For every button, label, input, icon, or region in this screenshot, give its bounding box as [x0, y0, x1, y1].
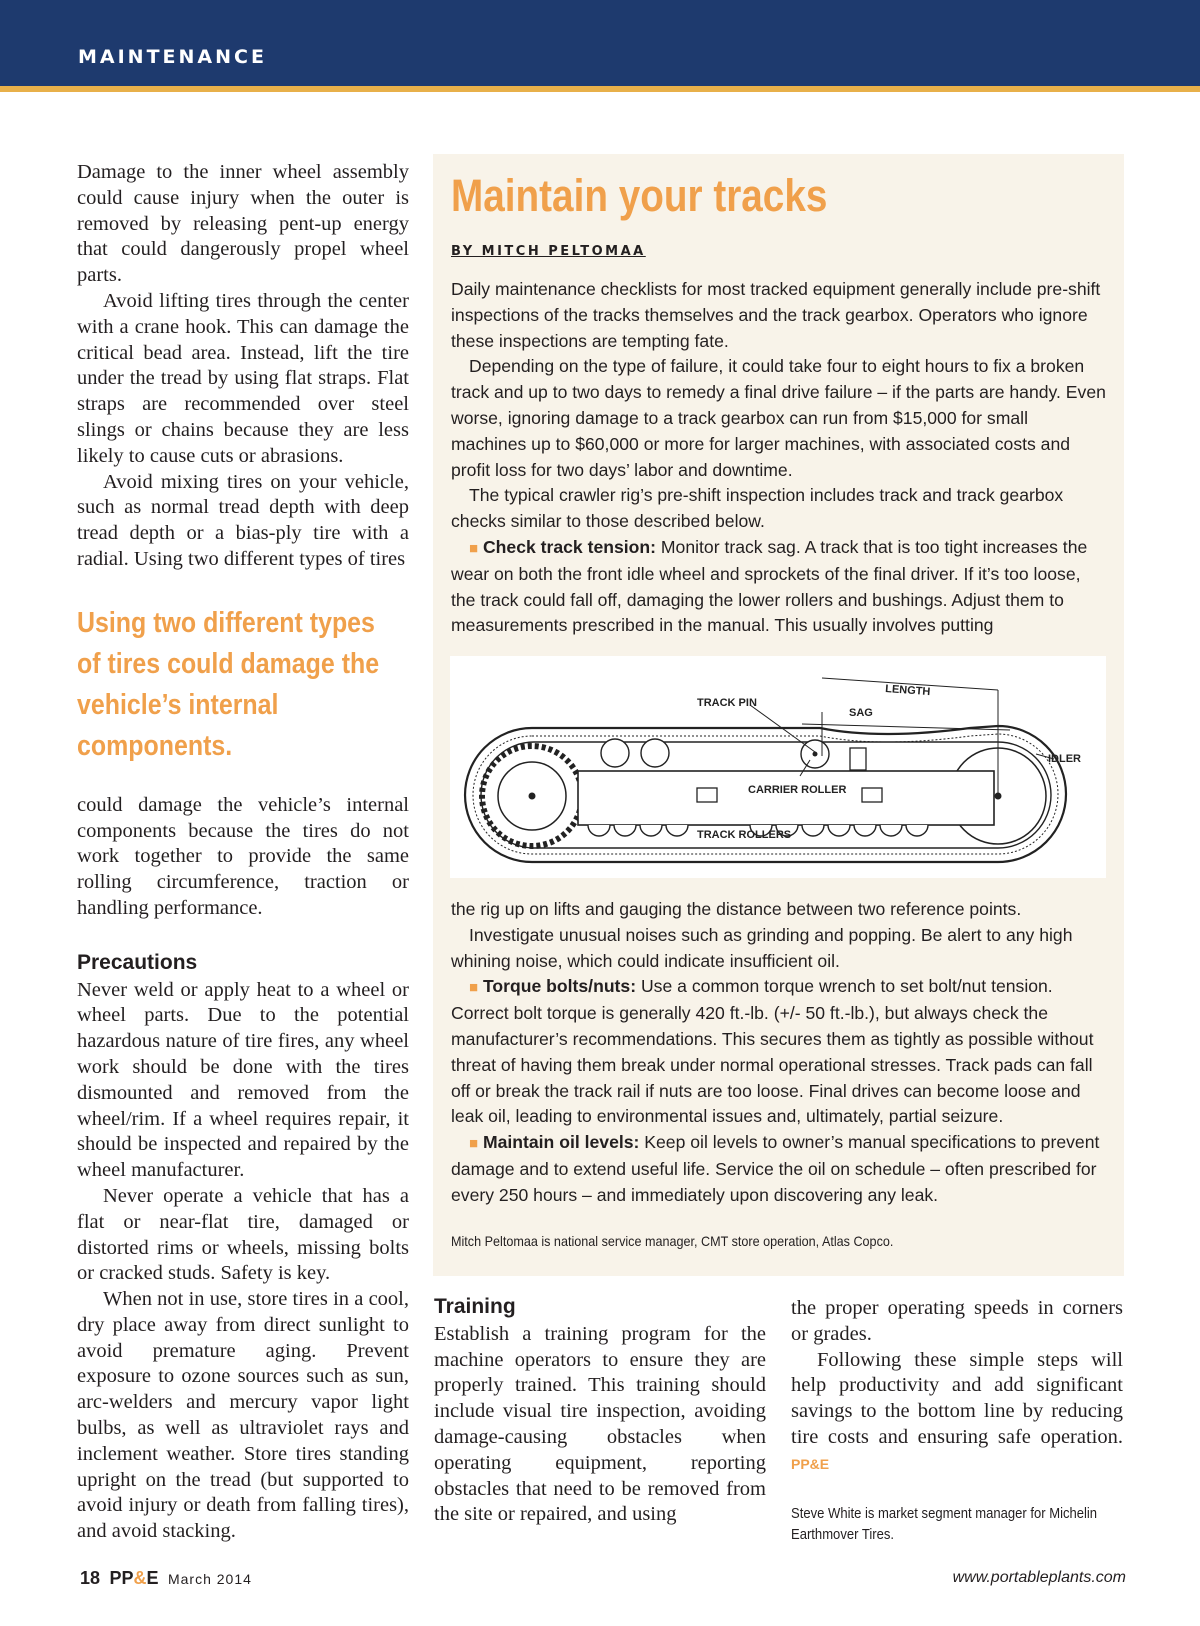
torque-paragraph [451, 974, 1106, 1130]
sidebar-paragraph: Daily maintenance checklists for most tracked equipment generally include pre-shift inspections of the tracks themselves and the track gearbox. Operators who ignore these inspections are tempting fate. [451, 279, 1101, 351]
body-paragraph: Avoid lifting tires through the center with a crane hook. This can damage the critical bead area. Instead, lift the tire under the tread by using flat straps. Flat straps are recommended over steel slings or chains because they are less likely to cause cuts or abrasions. [77, 289, 409, 467]
closing-paragraph [791, 1348, 1123, 1478]
bullet-square-icon: ■ [469, 1135, 479, 1153]
magazine-name: PP&E [109, 1568, 159, 1588]
label-carrier-roller: CARRIER ROLLER [748, 784, 847, 796]
training-column [434, 1294, 766, 1528]
label-length: LENGTH [884, 683, 931, 699]
body-paragraph: Never operate a vehicle that has a flat or near-flat tire, damaged or distorted rims or wheels, missing bolts or cracked studs. Safety is key. [77, 1184, 409, 1285]
sidebar-paragraph: The typical crawler rig’s pre-shift inspection includes track and track gearbox checks similar to those described below. [451, 485, 1064, 532]
oil-label: Maintain oil levels: [482, 1132, 640, 1153]
body-paragraph: When not in use, store tires in a cool, dry place away from direct sunlight to avoid premature aging. Prevent exposure to ozone sources such as sun, arc-welders and mercury vapor light bulbs, as well as ultraviolet rays and inclement weather. Store tires standing upright on the tread (but supported to avoid injury or death from falling tires), and avoid stacking. [77, 1288, 409, 1543]
oil-paragraph [451, 1130, 1106, 1208]
torque-label: Torque bolts/nuts: [482, 976, 637, 997]
training-paragraph: Establish a training program for the machine operators to ensure they are properly trained. This training should include visual tire inspection, avoiding damage-causing obstacles when operating equipment, reporting obstacles that need to be removed from the site or repaired, and using [434, 1322, 766, 1526]
body-paragraph: Damage to the inner wheel assembly could cause injury when the outer is removed by releasing pent-up energy that could dangerously propel wheel parts. [77, 161, 409, 287]
footer-url[interactable]: www.portableplants.com [952, 1569, 1126, 1586]
right-column [791, 1296, 1123, 1546]
label-track-rollers: TRACK ROLLERS [697, 829, 792, 841]
sidebar-title: Maintain your tracks [451, 170, 828, 221]
sidebar-credit: Mitch Peltomaa is national service manager, CMT store operation, Atlas Copco. [451, 1232, 894, 1249]
torque-text: Use a common torque wrench to set bolt/nut tension. Correct bolt torque is generally 420 ft.-lb. (+/- 50 ft.-lb.), but always check the manufacturer’s recommendations. This secures them as tightly as possible without threat of having them break under normal operational stresses. Track pads can fall off or break the track rail if nuts are too loose. Final drives can become loose and leak oil, leading to environmental issues and, ultimately, partial seizure. [451, 976, 1094, 1127]
bullet-square-icon: ■ [469, 979, 479, 997]
sidebar-lower [451, 897, 1106, 1254]
body-paragraph: the proper operating speeds in corners or grades. [791, 1297, 1123, 1345]
noise-paragraph: Investigate unusual noises such as grinding and popping. Be alert to any high whining noise, which could indicate insufficient oil. [451, 924, 1073, 971]
left-column [77, 160, 409, 1545]
tension-text: Monitor track sag. A track that is too tight increases the wear on both the front idle wheel and sprockets of the final driver. If it’s too loose, the track could fall off, damaging the lower rollers and bushings. Adjust them to measurements prescribed in the manual. This usually involves putting [451, 536, 1088, 636]
tension-continued: the rig up on lifts and gauging the distance between two reference points. [451, 899, 1022, 919]
author-credit: Steve White is market segment manager for Michelin Earthmover Tires. [791, 1505, 1098, 1543]
issue-date: March 2014 [167, 1571, 252, 1587]
pull-quote: Using two different types of tires could damage the vehicle’s internal components. [77, 606, 380, 762]
body-paragraph: could damage the vehicle’s internal components because the tires do not work together to provide the same rolling circumference, traction or handling performance. [77, 793, 409, 919]
end-tag: PP&E [791, 1455, 830, 1472]
label-idler: IDLER [1048, 753, 1081, 765]
training-heading: Training [434, 1295, 516, 1318]
sidebar-lower-wrap [433, 154, 1124, 1276]
section-label: MAINTENANCE [78, 46, 267, 68]
sidebar-paragraph: Depending on the type of failure, it could take four to eight hours to fix a broken track and up to two days to remedy a final drive failure – if the parts are handy. Even worse, ignoring damage to a track gearbox can run from $15,000 for small machines up to $60,000 or more for larger machines, with associated costs and profit loss for two days’ labor and downtime. [451, 356, 1106, 480]
header-stripe [0, 86, 1200, 92]
body-paragraph: Avoid mixing tires on your vehicle, such as normal tread depth with deep tread depth or a bias-ply tire with a radial. Using two different types of tires [77, 470, 409, 570]
byline: BY MITCH PELTOMAA [451, 244, 646, 259]
oil-text: Keep oil levels to owner’s manual specifications to prevent damage and to extend useful life. Service the oil on schedule – often prescribed for every 250 hours – and immediately upon discovering any leak. [451, 1132, 1100, 1205]
tension-label: Check track tension: [482, 536, 657, 557]
body-paragraph: Never weld or apply heat to a wheel or wheel parts. Due to the potential hazardous nature of tire fires, any wheel work should be done with the tires dismounted and removed from the wheel/rim. If a wheel requires repair, it should be inspected and repaired by the wheel manufacturer. [77, 978, 409, 1182]
label-sag: SAG [849, 707, 873, 719]
closing-text: Following these simple steps will help productivity and add significant savings to the bottom line by reducing tire costs and ensuring safe operation. [791, 1348, 1123, 1448]
bullet-square-icon: ■ [469, 539, 479, 557]
footer-folio [80, 1568, 252, 1589]
label-track-pin: TRACK PIN [697, 697, 757, 709]
page-number: 18 [80, 1568, 101, 1588]
header-bar [0, 0, 1200, 86]
precautions-heading: Precautions [77, 950, 198, 974]
